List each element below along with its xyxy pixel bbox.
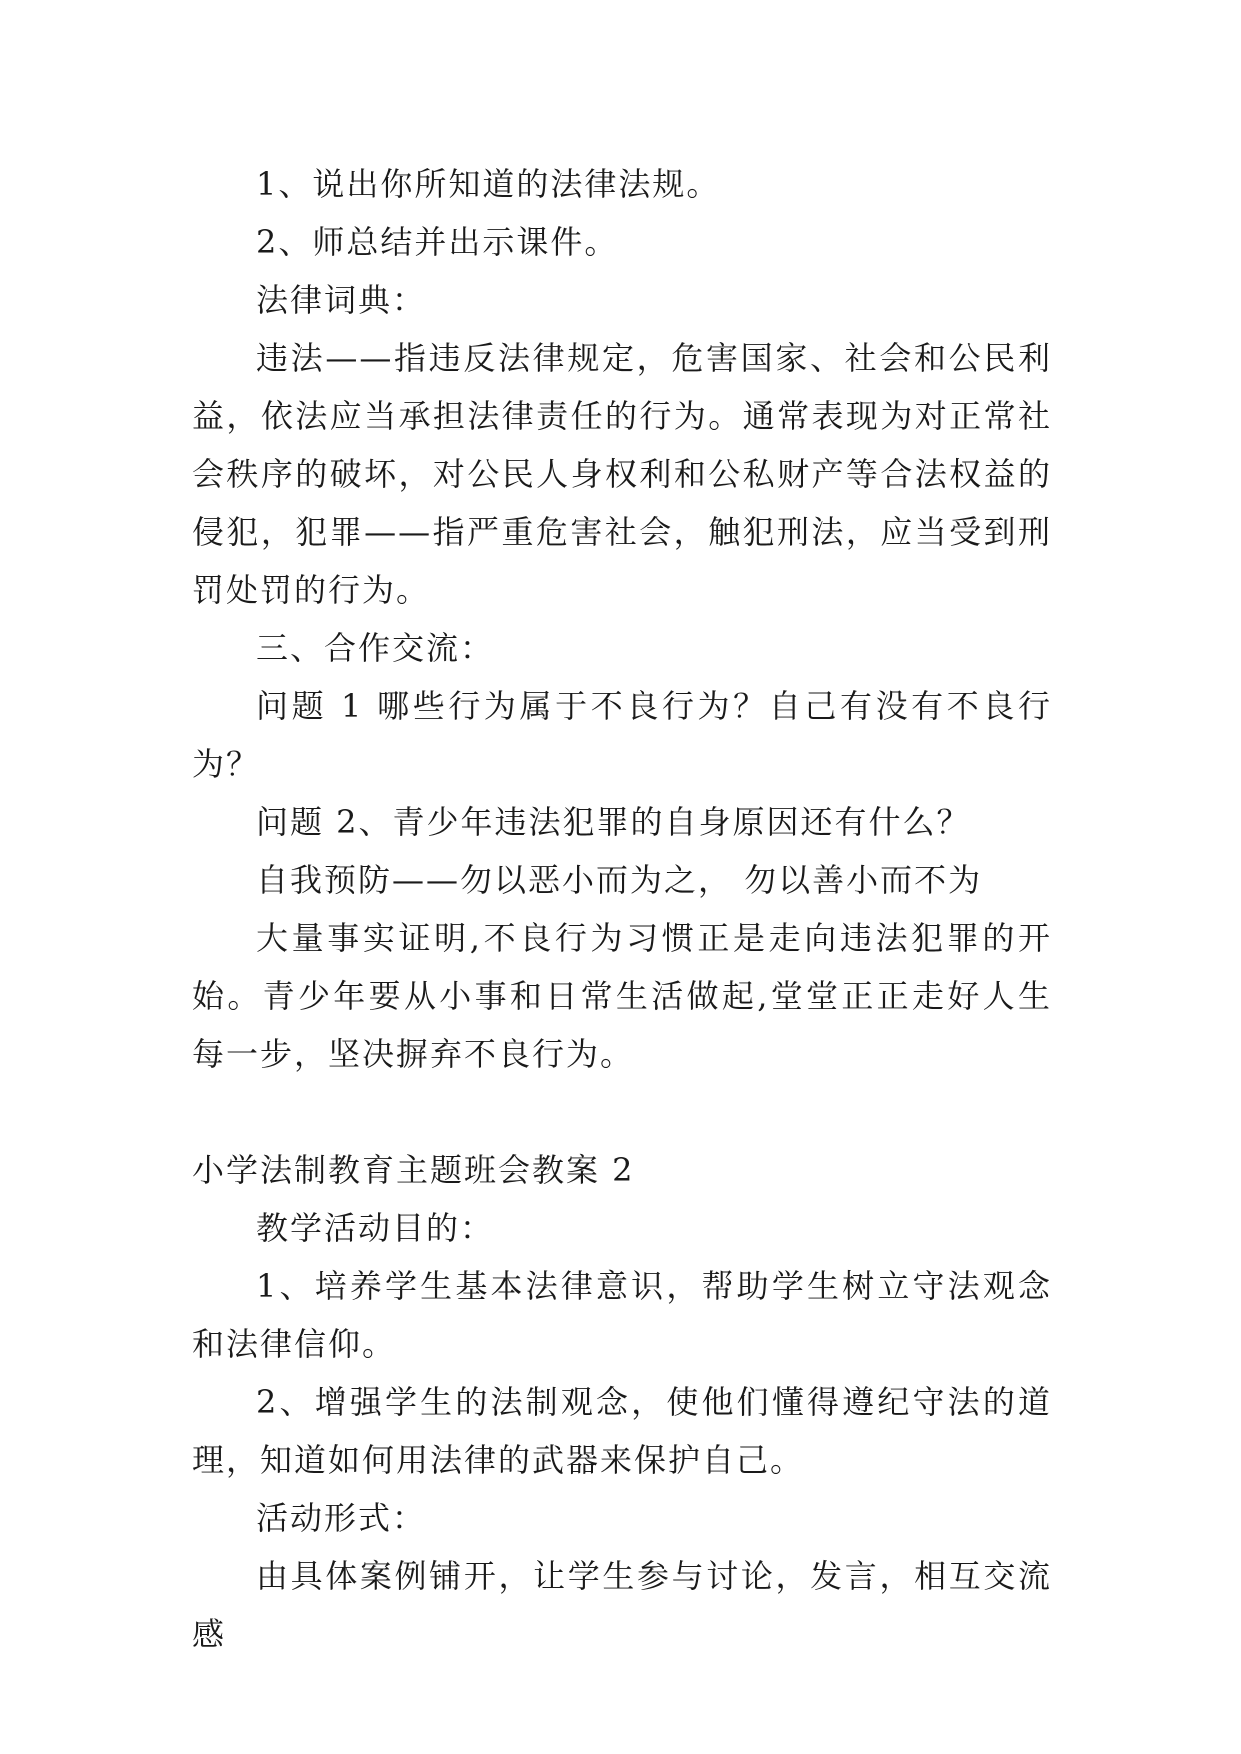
paragraph: 自我预防——勿以恶小而为之， 勿以善小而不为 <box>256 861 983 899</box>
paragraph: 1、培养学生基本法律意识，帮助学生树立守法观念和法律信仰。 <box>192 1267 1052 1363</box>
paragraph: 法律词典： <box>256 281 427 319</box>
paragraph: 1、说出你所知道的法律法规。 <box>256 165 721 203</box>
paragraph: 2、增强学生的法制观念，使他们懂得遵纪守法的道理，知道如何用法律的武器来保护自己。 <box>192 1383 1052 1479</box>
paragraph: 活动形式： <box>256 1499 427 1537</box>
section-title: 小学法制教育主题班会教案 2 <box>192 1151 635 1189</box>
paragraph: 三、合作交流： <box>256 629 495 667</box>
section-spacer <box>192 1083 1052 1141</box>
paragraph: 大量事实证明,不良行为习惯正是走向违法犯罪的开始。青少年要从小事和日常生活做起,堂堂正正走好人生每一步，坚决摒弃不良行为。 <box>192 919 1052 1073</box>
paragraph: 由具体案例铺开，让学生参与讨论，发言，相互交流感 <box>192 1557 1052 1653</box>
paragraph: 问题 2、青少年违法犯罪的自身原因还有什么？ <box>256 803 971 841</box>
paragraph: 违法——指违反法律规定，危害国家、社会和公民利益，依法应当承担法律责任的行为。通常表现为对正常社会秩序的破坏，对公民人身权利和公私财产等合法权益的侵犯，犯罪——指严重危害社会，触犯刑法，应当受到刑罚处罚的行为。 <box>192 339 1052 609</box>
paragraph: 问题 1 哪些行为属于不良行为？自己有没有不良行为？ <box>192 687 1052 783</box>
document-body <box>192 155 1052 1663</box>
paragraph: 教学活动目的： <box>256 1209 495 1247</box>
paragraph: 2、师总结并出示课件。 <box>256 223 619 261</box>
